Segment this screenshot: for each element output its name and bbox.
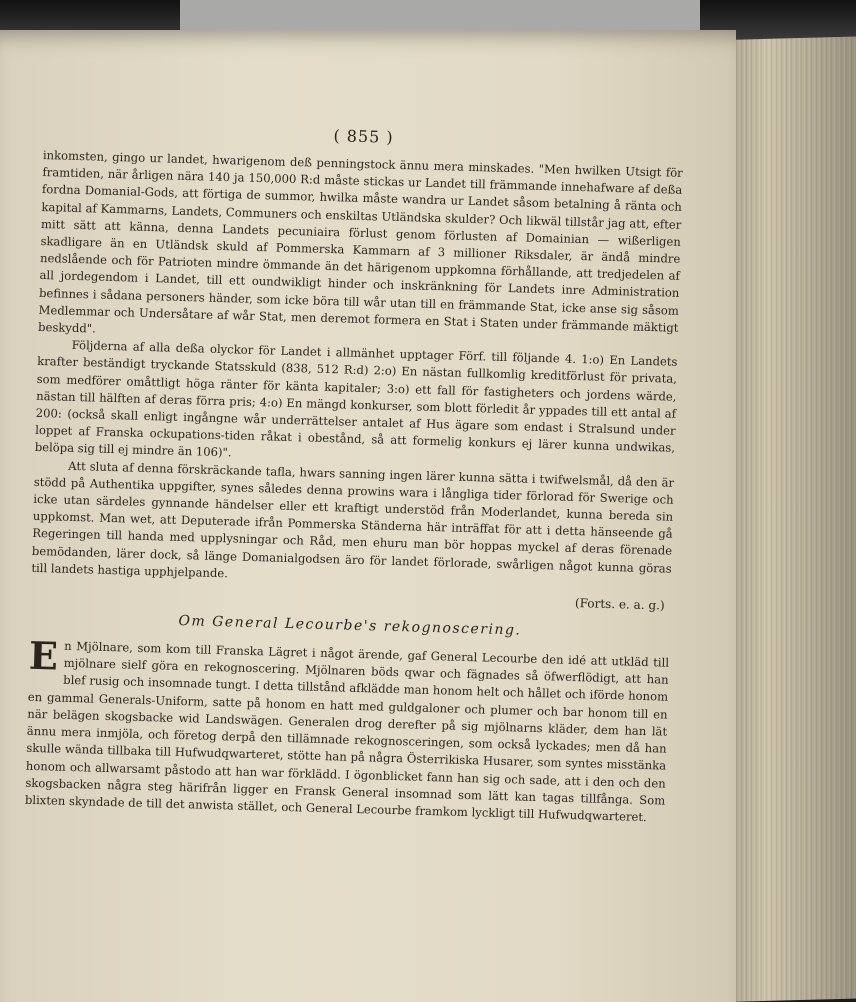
dropcap-letter: E [28, 632, 59, 679]
page-content [25, 118, 684, 827]
article-body [24, 632, 670, 827]
article-heading: Om General Lecourbe's rekognoscering. [178, 613, 522, 639]
background-grey-area [180, 0, 700, 34]
continuation-note: (Forts. e. a. g.) [574, 596, 665, 613]
page-number: ( 855 ) [333, 126, 394, 147]
paragraph-3: Att sluta af denna förskräckande tafla, hwars sanning ingen lärer kunna sätta i twifwelsmål, då den är stödd på Authentika uppgifter, synes således denna prowins wara i långliga tider förlorad för Swerige och icke utan särdeles gynnande händelser eller ett kraftigt understöd från Moderlandet, kunna bereda sin uppkomst. Man wet, att Deputerade ifrån Pommerska Ständerna här inträffat för att i detta hänseende gå Regeringen till handa med upplysningar och Råd, men ehuru man bör hoppas myckel af deras förenade bemödanden, lärer dock, så länge Domanialgodsen äro för landet förlorade, swårligen något kunna göras till landets hastiga upphjelpande. [31, 458, 675, 581]
paragraph-2: Följderna af alla deßa olyckor för Landet i allmänhet upptager Förf. till följande 4. 1:o) En Landets krafter beständigt tryckande Statsskuld (838, 512 R:d) 2:o) En nästan fullkomlig kreditförlust för privata, som medförer omåttligt höga ränter för känta kapitaler; 3:o) ett fall för fastigheters och jordens wärde, nästan till hälften af deras förra pris; 4:o) En mängd konkurser, som blott förledit år yppades till ett antal af 200: (också skall enligt ingångne wår underrättelser antalet af Hus ägare som endast i Stralsund under loppet af Franska ockupations-tiden råkat i obestånd, så att formelig konkurs ej lärer kunna undwikas, belöpa sig till ej mindre än 106)". [34, 338, 678, 460]
paragraph-1: inkomsten, gingo ur landet, hwarigenom deß penningstock ännu mera minskades. "Men hwilken Utsigt för framtiden, när årligen nära 140 ja 150,000 R:d måste stickas ur Landet till främmande innehafware af deßa fordna Domanial-Gods, att förtiga de summor, hwilka måste wandra ur Landet såsom betalning å ränta och kapital af Kammarns, Landets, Communers och enskiltas Utländska skulder? Och likwäl tillstår jag att, efter mitt sätt att känna, denna Landets pecuniaira förlust genom förlusten af Domainian — wißerligen skadligare än en Utländsk skuld af Pommerska Kammarn af 3 millioner Riksdaler, är ändå mindre nedslående och för Patrioten mindre ömmande än det härigenom uppkomna förhållande, att tredjedelen af all jordegendom i Landet, till ett oundwikligt hinder och inskränkning för Landets inre Administration befinnes i sådana personers händer, som icke böra till wår utan till en främmande Stat, icke anse sig såsom Medlemmar och Undersåtare af wår Stat, men deremot formera en Stat i Staten under främmande mäktigt beskydd". [37, 147, 683, 336]
article-text: n Mjölnare, som kom till Franska Lägret i något ärende, gaf General Lecourbe den idé att utkläd till mjölnare sielf göra en rekognoscering. Mjölnaren böds qwar och fägnades så öfwerflödigt, att han blef rusig och insomnade tungt. I detta tillstånd afklädde man honom helt och hållet och iförde honom en gammal Generals-Uniform, satte på honom en hatt med guldgaloner och plumer och bar honom till en när belägen skogsbacke wid Landswägen. Generalen drog derefter på sig mjölnarns kläder, dem han lät ännu mera inmjöla, och företog derpå den tillämnade rekognosceringen, som också lyckades; men då han skulle wända tillbaka till Hufwudqwarteret, stötte han på några Österrikiska Husarer, som syntes misstänka honom och allwarsamt påstodo att han war förklädd. I ögonblicket fann han sig och sade, att i den och den skogsbacken några steg härifrån ligger en Fransk General insomnad som lätt kan tagas tillfånga. Som blixten skyndade de till det anwista stället, och General Lecourbe framkom lyckligt till Hufwudqwarteret. [24, 638, 670, 825]
book-fore-edge [726, 37, 856, 1002]
